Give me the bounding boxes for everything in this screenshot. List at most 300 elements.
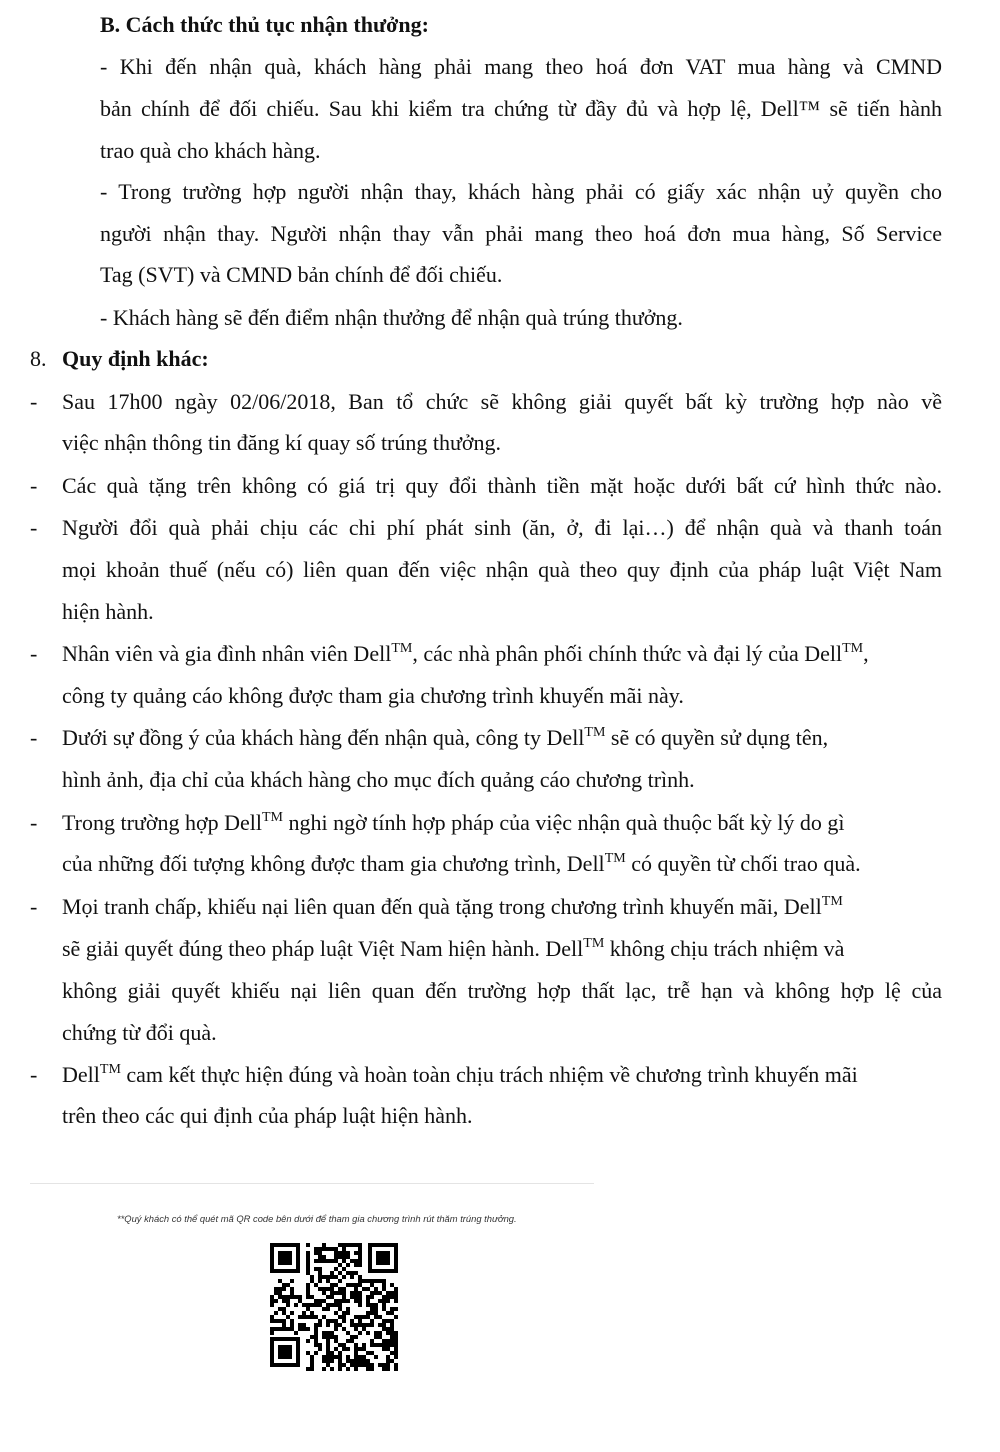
qr-module — [334, 1291, 338, 1295]
qr-module — [382, 1299, 386, 1303]
qr-module — [342, 1259, 346, 1263]
section-8-heading: Quy định khác: — [62, 346, 209, 371]
qr-module — [390, 1327, 394, 1331]
qr-module — [350, 1335, 354, 1339]
qr-module — [306, 1251, 310, 1255]
qr-module — [338, 1287, 342, 1291]
qr-module — [314, 1339, 318, 1343]
qr-module — [322, 1259, 326, 1263]
qr-module — [310, 1355, 314, 1359]
qr-module — [318, 1347, 322, 1351]
qr-module — [370, 1339, 374, 1343]
qr-module — [334, 1327, 338, 1331]
qr-module — [314, 1259, 318, 1263]
qr-module — [390, 1283, 394, 1287]
qr-module — [306, 1287, 310, 1291]
qr-module — [342, 1251, 346, 1255]
item-4-text-b: , các nhà phân phối chính thức và đại lý của Dell — [412, 641, 843, 666]
qr-module — [322, 1335, 326, 1339]
qr-module — [378, 1315, 382, 1319]
qr-module — [330, 1303, 334, 1307]
qr-module — [322, 1359, 326, 1363]
qr-module — [358, 1283, 362, 1287]
qr-module — [302, 1315, 306, 1319]
qr-module — [346, 1355, 350, 1359]
qr-module — [326, 1319, 330, 1323]
qr-module — [362, 1343, 366, 1347]
qr-module — [302, 1327, 306, 1331]
qr-module — [342, 1343, 346, 1347]
qr-module — [354, 1359, 358, 1363]
qr-module — [326, 1287, 330, 1291]
item-6-text-a: Trong trường hợp Dell — [62, 810, 262, 835]
item-5-line2: hình ảnh, địa chỉ của khách hàng cho mục đích quảng cáo chương trình. — [62, 767, 695, 792]
qr-module — [310, 1367, 314, 1371]
qr-module — [306, 1259, 310, 1263]
qr-module — [354, 1347, 358, 1351]
qr-module — [338, 1291, 342, 1295]
qr-module — [330, 1351, 334, 1355]
qr-module — [354, 1367, 358, 1371]
qr-module — [314, 1267, 318, 1271]
qr-module — [298, 1327, 302, 1331]
qr-module — [366, 1299, 370, 1303]
qr-module — [286, 1315, 290, 1319]
qr-module — [342, 1295, 346, 1299]
qr-module — [362, 1363, 366, 1367]
qr-module — [270, 1319, 274, 1323]
qr-module — [302, 1303, 306, 1307]
qr-module — [374, 1287, 378, 1291]
item-1-line1: Sau 17h00 ngày 02/06/2018, Ban tổ chức sẽ không giải quyết bất kỳ trường hợp nào về — [62, 389, 942, 414]
qr-module — [330, 1259, 334, 1263]
qr-module — [274, 1299, 278, 1303]
qr-module — [274, 1311, 278, 1315]
qr-module — [346, 1255, 350, 1259]
qr-module — [346, 1283, 350, 1287]
qr-module — [350, 1363, 354, 1367]
qr-module — [298, 1295, 302, 1299]
qr-module — [390, 1331, 394, 1335]
qr-module — [274, 1327, 278, 1331]
qr-module — [358, 1347, 362, 1351]
qr-module — [354, 1343, 358, 1347]
qr-module — [322, 1287, 326, 1291]
qr-module — [318, 1247, 322, 1251]
qr-module — [310, 1311, 314, 1315]
qr-module — [358, 1243, 362, 1247]
qr-module — [294, 1295, 298, 1299]
qr-module — [278, 1319, 282, 1323]
qr-module — [282, 1299, 286, 1303]
qr-module — [394, 1335, 398, 1339]
qr-module — [370, 1351, 374, 1355]
qr-module — [330, 1359, 334, 1363]
qr-module — [358, 1259, 362, 1263]
qr-module — [386, 1339, 390, 1343]
qr-module — [306, 1263, 310, 1267]
qr-module — [318, 1259, 322, 1263]
qr-module — [358, 1291, 362, 1295]
qr-module — [326, 1331, 330, 1335]
qr-module — [394, 1315, 398, 1319]
qr-module — [318, 1271, 322, 1275]
qr-module — [370, 1323, 374, 1327]
item-7-line1 — [62, 886, 843, 928]
qr-module — [366, 1367, 370, 1371]
qr-module — [290, 1311, 294, 1315]
qr-module — [334, 1247, 338, 1251]
qr-module — [270, 1295, 274, 1299]
qr-module — [278, 1327, 282, 1331]
item-6-line2 — [62, 843, 861, 885]
qr-module — [386, 1363, 390, 1367]
qr-module — [322, 1367, 326, 1371]
qr-module — [366, 1287, 370, 1291]
qr-module — [394, 1351, 398, 1355]
qr-module — [322, 1275, 326, 1279]
qr-module — [302, 1311, 306, 1315]
qr-module — [386, 1355, 390, 1359]
qr-module — [346, 1359, 350, 1363]
qr-module — [374, 1303, 378, 1307]
qr-module — [294, 1331, 298, 1335]
qr-module — [330, 1291, 334, 1295]
bullet-dash: - — [30, 725, 38, 750]
qr-module — [282, 1287, 286, 1291]
qr-module — [342, 1327, 346, 1331]
qr-module — [326, 1307, 330, 1311]
qr-module — [358, 1355, 362, 1359]
qr-module — [370, 1363, 374, 1367]
item-7-line4: chứng từ đổi quà. — [62, 1020, 217, 1045]
qr-module — [322, 1355, 326, 1359]
qr-module — [346, 1299, 350, 1303]
qr-module — [330, 1331, 334, 1335]
qr-module — [374, 1355, 378, 1359]
qr-module — [342, 1267, 346, 1271]
qr-module — [318, 1303, 322, 1307]
qr-module — [314, 1251, 318, 1255]
qr-module — [342, 1275, 346, 1279]
qr-module — [286, 1303, 290, 1307]
qr-module — [306, 1267, 310, 1271]
qr-module — [294, 1303, 298, 1307]
section-b-p2-line3: Tag (SVT) và CMND bản chính để đối chiếu. — [100, 262, 503, 287]
qr-module — [338, 1343, 342, 1347]
qr-module — [270, 1299, 274, 1303]
qr-module — [326, 1359, 330, 1363]
qr-module — [366, 1295, 370, 1299]
trademark-mark: TM — [391, 640, 413, 656]
qr-module — [358, 1331, 362, 1335]
qr-module — [310, 1315, 314, 1319]
qr-module — [342, 1299, 346, 1303]
bullet-dash: - — [30, 473, 38, 498]
qr-module — [354, 1271, 358, 1275]
qr-module — [370, 1283, 374, 1287]
qr-module — [350, 1323, 354, 1327]
qr-module — [370, 1367, 374, 1371]
qr-module — [298, 1323, 302, 1327]
qr-module — [286, 1283, 290, 1287]
qr-module — [318, 1267, 322, 1271]
qr-module — [338, 1299, 342, 1303]
qr-module — [358, 1319, 362, 1323]
qr-module — [394, 1307, 398, 1311]
qr-module — [354, 1291, 358, 1295]
qr-module — [378, 1279, 382, 1283]
qr-module — [394, 1347, 398, 1351]
qr-module — [350, 1319, 354, 1323]
qr-module — [290, 1323, 294, 1327]
qr-module — [390, 1351, 394, 1355]
qr-module — [354, 1251, 358, 1255]
qr-module — [334, 1255, 338, 1259]
qr-module — [378, 1335, 382, 1339]
qr-module — [354, 1355, 358, 1359]
qr-module — [358, 1255, 362, 1259]
qr-module — [370, 1295, 374, 1299]
qr-module — [318, 1275, 322, 1279]
qr-module — [322, 1247, 326, 1251]
qr-module — [370, 1303, 374, 1307]
qr-module — [326, 1335, 330, 1339]
qr-module — [314, 1327, 318, 1331]
qr-module — [310, 1363, 314, 1367]
qr-module — [326, 1363, 330, 1367]
qr-module — [322, 1315, 326, 1319]
qr-module — [278, 1291, 282, 1295]
qr-module — [322, 1331, 326, 1335]
qr-module — [342, 1315, 346, 1319]
item-8-text-a: Dell — [62, 1062, 100, 1087]
qr-module — [358, 1359, 362, 1363]
qr-module — [354, 1315, 358, 1319]
qr-module — [370, 1343, 374, 1347]
qr-module — [326, 1303, 330, 1307]
qr-module — [382, 1283, 386, 1287]
qr-module — [366, 1323, 370, 1327]
qr-module — [330, 1275, 334, 1279]
qr-module — [390, 1359, 394, 1363]
qr-module — [318, 1279, 322, 1283]
item-1-line2: việc nhận thông tin đăng kí quay số trúng thưởng. — [62, 430, 502, 455]
qr-module — [386, 1367, 390, 1371]
qr-module — [338, 1271, 342, 1275]
qr-module — [386, 1331, 390, 1335]
qr-module — [382, 1307, 386, 1311]
qr-module — [394, 1355, 398, 1359]
item-3-line2: mọi khoản thuế (nếu có) liên quan đến việc nhận quà theo quy định của pháp luật Việt Nam — [62, 557, 942, 582]
qr-module — [358, 1303, 362, 1307]
qr-module — [386, 1343, 390, 1347]
qr-module — [322, 1243, 326, 1247]
qr-module — [338, 1243, 342, 1247]
item-3-line3: hiện hành. — [62, 599, 154, 624]
qr-module — [342, 1319, 346, 1323]
section-b-heading: B. Cách thức thủ tục nhận thưởng: — [100, 12, 429, 37]
section-b-p2-line1: - Trong trường hợp người nhận thay, khách hàng phải có giấy xác nhận uỷ quyền cho — [100, 179, 942, 204]
qr-module — [366, 1279, 370, 1283]
qr-module — [386, 1347, 390, 1351]
qr-module — [362, 1355, 366, 1359]
qr-module — [326, 1351, 330, 1355]
section-b-p2-line2: người nhận thay. Người nhận thay vẫn phải mang theo hoá đơn mua hàng, Số Service — [100, 221, 942, 246]
qr-module — [354, 1351, 358, 1355]
section-8-number: 8. — [30, 346, 47, 371]
qr-module — [326, 1247, 330, 1251]
qr-module — [306, 1271, 310, 1275]
qr-module — [326, 1279, 330, 1283]
qr-module — [370, 1307, 374, 1311]
qr-module — [386, 1311, 390, 1315]
qr-code-icon — [266, 1239, 402, 1371]
trademark-mark: TM — [842, 640, 864, 656]
qr-module — [366, 1359, 370, 1363]
qr-module — [314, 1315, 318, 1319]
trademark-mark: TM — [262, 809, 283, 825]
qr-module — [326, 1355, 330, 1359]
qr-module — [394, 1363, 398, 1367]
qr-module — [374, 1343, 378, 1347]
qr-module — [350, 1291, 354, 1295]
item-8-line2: trên theo các qui định của pháp luật hiện hành. — [62, 1103, 473, 1128]
qr-module — [278, 1287, 282, 1291]
bullet-dash: - — [30, 894, 38, 919]
qr-module — [334, 1311, 338, 1315]
section-b-p1-line3: trao quà cho khách hàng. — [100, 138, 321, 163]
qr-module — [318, 1299, 322, 1303]
qr-module — [318, 1343, 322, 1347]
qr-module — [350, 1259, 354, 1263]
qr-module — [286, 1295, 290, 1299]
qr-module — [306, 1243, 310, 1247]
qr-module — [378, 1291, 382, 1295]
qr-module — [334, 1339, 338, 1343]
qr-module — [326, 1323, 330, 1327]
qr-module — [334, 1283, 338, 1287]
qr-module — [366, 1315, 370, 1319]
qr-module — [390, 1295, 394, 1299]
qr-module — [282, 1283, 286, 1287]
qr-module — [346, 1251, 350, 1255]
qr-module — [334, 1251, 338, 1255]
qr-module — [342, 1243, 346, 1247]
qr-module — [362, 1347, 366, 1351]
qr-module — [322, 1307, 326, 1311]
qr-module — [322, 1291, 326, 1295]
qr-module — [306, 1291, 310, 1295]
qr-module — [306, 1327, 310, 1331]
qr-module — [362, 1323, 366, 1327]
qr-module — [326, 1339, 330, 1343]
qr-module — [394, 1331, 398, 1335]
qr-module — [382, 1319, 386, 1323]
item-4-line1 — [62, 633, 869, 675]
qr-module — [362, 1279, 366, 1283]
item-6-text-c: của những đối tượng không được tham gia chương trình, Dell — [62, 851, 605, 876]
qr-module — [310, 1303, 314, 1307]
qr-module — [314, 1247, 318, 1251]
qr-module — [354, 1363, 358, 1367]
qr-module — [330, 1271, 334, 1275]
qr-module — [338, 1355, 342, 1359]
qr-module — [394, 1295, 398, 1299]
qr-module — [366, 1363, 370, 1367]
qr-module — [394, 1287, 398, 1291]
item-6-text-d: có quyền từ chối trao quà. — [625, 851, 861, 876]
qr-module — [306, 1303, 310, 1307]
qr-module — [290, 1287, 294, 1291]
qr-module — [338, 1363, 342, 1367]
item-6-line1 — [62, 802, 845, 844]
qr-module — [306, 1255, 310, 1259]
qr-module — [354, 1299, 358, 1303]
qr-module — [346, 1347, 350, 1351]
qr-module — [282, 1311, 286, 1315]
qr-module — [282, 1295, 286, 1299]
qr-module — [290, 1295, 294, 1299]
qr-module — [338, 1315, 342, 1319]
divider — [30, 1183, 594, 1184]
qr-module — [386, 1291, 390, 1295]
trademark-mark: TM — [584, 724, 606, 740]
qr-module — [310, 1295, 314, 1299]
qr-module — [346, 1331, 350, 1335]
qr-module — [358, 1279, 362, 1283]
item-5-text-b: sẽ có quyền sử dụng tên, — [605, 725, 829, 750]
qr-module — [346, 1307, 350, 1311]
qr-module — [334, 1355, 338, 1359]
qr-module — [318, 1287, 322, 1291]
qr-module — [318, 1323, 322, 1327]
qr-module — [350, 1283, 354, 1287]
qr-module — [342, 1247, 346, 1251]
qr-module — [274, 1291, 278, 1295]
qr-module — [366, 1303, 370, 1307]
qr-module — [358, 1299, 362, 1303]
qr-module — [390, 1335, 394, 1339]
qr-module — [298, 1299, 302, 1303]
qr-module — [342, 1291, 346, 1295]
qr-module — [358, 1275, 362, 1279]
qr-module — [370, 1319, 374, 1323]
qr-note: **Quý khách có thể quét mã QR code bên dưới để tham gia chương trình rút thăm trúng thưởng. — [117, 1213, 517, 1224]
qr-module — [358, 1247, 362, 1251]
qr-module — [334, 1275, 338, 1279]
item-4-text-c: , — [863, 641, 869, 666]
qr-module — [338, 1255, 342, 1259]
qr-module — [318, 1255, 322, 1259]
qr-module — [286, 1299, 290, 1303]
qr-module — [326, 1343, 330, 1347]
qr-module — [382, 1339, 386, 1343]
qr-module — [322, 1255, 326, 1259]
qr-module — [314, 1283, 318, 1287]
qr-module — [370, 1279, 374, 1283]
qr-module — [378, 1299, 382, 1303]
qr-module — [350, 1271, 354, 1275]
item-2-line1: Các quà tặng trên không có giá trị quy đổi thành tiền mặt hoặc dưới bất cứ hình thức nào. — [62, 473, 942, 498]
qr-module — [390, 1307, 394, 1311]
qr-module — [390, 1339, 394, 1343]
qr-module — [310, 1275, 314, 1279]
qr-module — [298, 1315, 302, 1319]
qr-module — [358, 1315, 362, 1319]
qr-module — [354, 1283, 358, 1287]
qr-module — [382, 1347, 386, 1351]
